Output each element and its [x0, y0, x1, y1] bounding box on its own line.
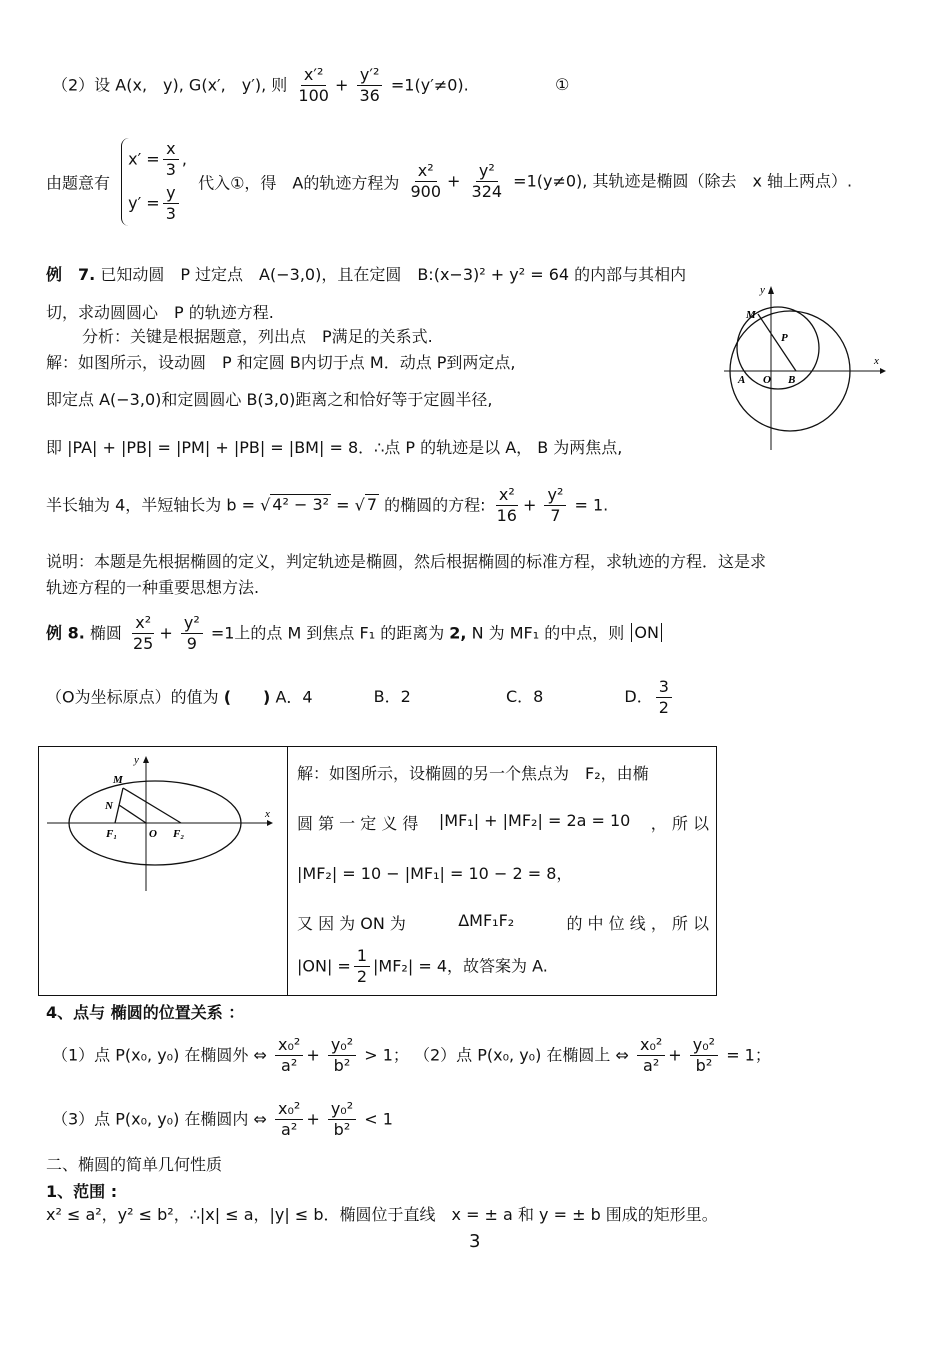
fig8-F2-label: F₂ — [173, 828, 185, 840]
example-7-line2: 切，求动圆圆心 P 的轨迹方程. — [46, 303, 274, 322]
example-8-solution-2: 圆 第 一 定 义 得 |MF₁| + |MF₂| = 2a = 10 ， 所 以 — [297, 811, 709, 833]
example-8-solution-1: 解：如图所示，设椭圆的另一个焦点为 F₂，由椭 — [297, 764, 649, 783]
fig7-A-label: A — [738, 374, 746, 386]
line-2-label: （2）设 — [52, 75, 111, 95]
fig8-M-label: M — [113, 774, 123, 786]
fig7-y-label: y — [760, 284, 765, 296]
circled-one: ① — [555, 75, 570, 94]
ellipse-figure — [43, 751, 279, 893]
example-7-note-2: 轨迹方程的一种重要思想方法. — [46, 578, 260, 597]
fig7-M-label: M — [746, 309, 756, 321]
section-4-title: 4、点与 椭圆的位置关系 ： — [46, 1003, 245, 1022]
example-7-solution-1: 解：如图所示，设动圆 P 和定圆 B内切于点 M．动点 P到两定点, — [46, 353, 516, 372]
fig8-O-label: O — [149, 828, 157, 840]
point-G: G(x′, y′), — [188, 75, 267, 95]
option-A: A．4 — [275, 687, 313, 707]
example-8-solution-3: |MF₂| = 10 − |MF₁| = 10 − 2 = 8， — [297, 864, 573, 883]
section-2-subtitle: 1、范围 : — [46, 1182, 118, 1201]
example-7-note-1: 说明：本题是先根据椭圆的定义，判定轨迹是椭圆，然后根据椭圆的标准方程，求轨迹的方程．这是求 — [46, 552, 767, 571]
example-8-solution-5: |ON| = $\frac{1}{2}$ |MF₂| = 4，故答案为 A. — [297, 946, 548, 987]
derivation: 由题意有 x′ = $\frac{x}{3}$ , y′ = $\frac{y}{3}$ 代入①，得 A的轨迹方程为 $\frac{\text{x²}}{900}$ + $\frac{\text{y²}}{324}$ =1(y≠0), 其轨迹是椭圆（除去 x 轴上两点）. — [46, 138, 852, 226]
option-D: D． $\frac{3}{2}$ — [624, 687, 675, 706]
example-7-solution-2: 即定点 A(−3,0)和定圆圆心 B(3,0)距离之和恰好等于定圆半径, — [46, 390, 493, 409]
solution-box — [38, 746, 717, 996]
page-number: 3 — [469, 1231, 481, 1252]
fraction: $\frac{\text{x′²}}{100}$ — [298, 65, 329, 106]
fig8-N-label: N — [105, 800, 113, 812]
fig8-F1-label: F₁ — [106, 828, 118, 840]
fig7-O-label: O — [763, 374, 771, 386]
section-2-title: 二、椭圆的简单几何性质 — [46, 1155, 223, 1174]
line-2: （2）设 A(x, y), G(x′, y′), 则 $\frac{\text{x′²}}{100}$ + $\frac{\text{y′²}}{36}$ =1(y′≠0). — [52, 65, 469, 106]
fig7-x-label: x — [874, 355, 879, 367]
example-8-line1: 例 8. 椭圆 $\frac{\text{x²}}{25}$ + $\frac{\text{y²}}{9}$ =1上的点 M 到焦点 F₁ 的距离为 2, N 为 MF₁ 的中点，则 ON — [46, 614, 664, 654]
example-7-label: 例 7. — [46, 265, 96, 284]
example-7-solution-4: 半长轴为 4，半短轴长为 b = √ 4² − 3² = √ 7 的椭圆的方程: $\frac{\text{x²}}{16}$ + $\frac{\text{y²}}{7}$ = 1. — [46, 485, 609, 526]
example-8-solution-4: 又 因 为 ON 为 ΔMF₁F₂ 的 中 位 线 ， 所 以 — [297, 911, 709, 933]
section-4-case-1: （1）点 P(x₀, y₀) 在椭圆外 ⇔ $\frac{\text{x₀²}}{\text{a²}}$ + $\frac{\text{y₀²}}{\text{b²}}$ > 1； （2）点 P(x₀, y₀) 在椭圆上 ⇔ $\frac{\text{x₀²}}{\text{a²}}$ + $\frac{\text{y₀²}}{\text{b²}}$ = 1； — [52, 1035, 771, 1076]
option-C: C．8 — [505, 687, 544, 707]
example-8-line2: （O为坐标原点）的值为 ( ) A．4 B．2 C．8 D． $\frac{3}{2}$ — [46, 678, 675, 718]
example-7-solution-3: 即 |PA| + |PB| = |PM| + |PB| = |BM| = 8．∴点 P 的轨迹是以 A， B 为两焦点, — [46, 438, 623, 457]
fraction: $\frac{\text{y′²}}{36}$ — [356, 66, 382, 106]
fig7-B-label: B — [788, 374, 796, 386]
box-divider — [287, 747, 288, 995]
section-2-range: x² ≤ a²，y² ≤ b²，∴|x| ≤ a，|y| ≤ b．椭圆位于直线 x = ± a 和 y = ± b 围成的矩形里。 — [46, 1205, 718, 1224]
fig7-P-label: P — [781, 332, 788, 344]
example-7-analysis: 分析：关键是根据题意，列出点 P满足的关系式. — [82, 327, 433, 346]
fig8-y-label: y — [134, 754, 139, 766]
circles-figure — [718, 280, 890, 452]
option-B: B．2 — [373, 687, 411, 707]
section-4-case-3: （3）点 P(x₀, y₀) 在椭圆内 ⇔ $\frac{\text{x₀²}}{\text{a²}}$ + $\frac{\text{y₀²}}{\text{b²}}$ < 1 — [52, 1099, 393, 1140]
fig8-x-label: x — [265, 808, 270, 820]
example-8-label: 例 8. — [46, 623, 85, 643]
equation-system: x′ = $\frac{x}{3}$ , y′ = $\frac{y}{3}$ — [121, 138, 187, 226]
example-7-line1: 例 7. 已知动圆 P 过定点 A(−3,0)，且在定圆 B:(x−3)² + y² = 64 的内部与其相内 — [46, 265, 687, 284]
point-A: A(x, y), — [115, 75, 184, 95]
